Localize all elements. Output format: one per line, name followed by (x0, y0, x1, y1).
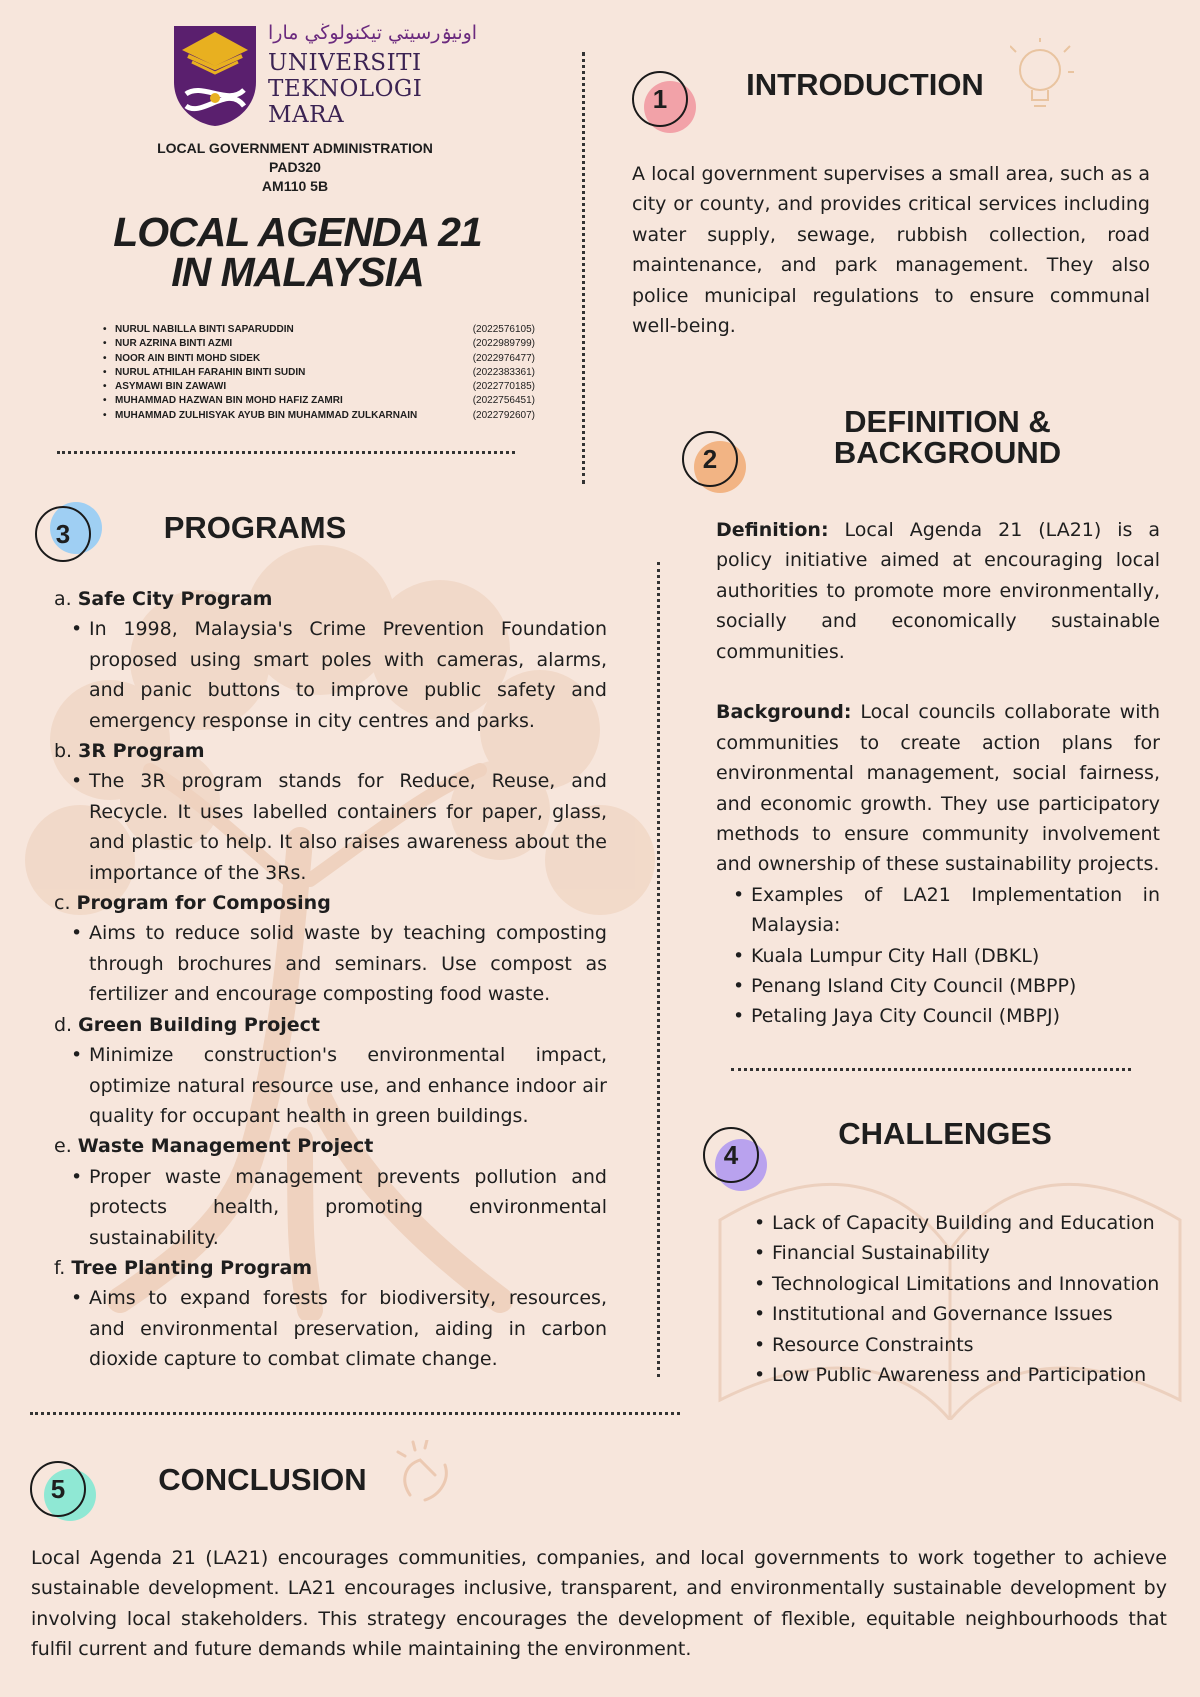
program-name: 3R Program (78, 740, 205, 763)
examples-list (733, 880, 1160, 1032)
section-1-badge: 1 (632, 71, 688, 127)
list-item: • Petaling Jaya City Council (MBPJ) (733, 1001, 1160, 1031)
author-name: • NURUL NABILLA BINTI SAPARUDDIN (115, 324, 294, 335)
author-name: • MUHAMMAD HAZWAN BIN MOHD HAFIZ ZAMRI (115, 395, 343, 407)
author-id: (2022976477) (472, 352, 535, 364)
program-title (54, 1253, 607, 1283)
program-name: Waste Management Project (77, 1135, 374, 1158)
author-row (103, 409, 535, 423)
divider-definition (731, 1068, 1131, 1071)
program-description: • Aims to expand forests for biodiversity, resources, and environmental preservation, aiding in carbon dioxide capture to combat climate change. (71, 1283, 607, 1374)
list-item: • Low Public Awareness and Participation (754, 1360, 1164, 1390)
page-title: LOCAL AGENDA 21 IN MALAYSIA (113, 209, 482, 295)
author-list (103, 323, 535, 423)
lightbulb-icon (1010, 38, 1074, 118)
challenges-heading: CHALLENGES (838, 1116, 1052, 1151)
author-id: (2022576105) (472, 324, 535, 335)
section-5-badge: 5 (30, 1461, 86, 1517)
author-row (103, 337, 535, 351)
conclusion-heading: CONCLUSION (158, 1462, 367, 1497)
list-item: • Technological Limitations and Innovation (754, 1269, 1164, 1299)
program-title (54, 736, 607, 766)
program-name: Program for Composing (76, 892, 331, 915)
program-name: Green Building Project (78, 1013, 321, 1036)
author-name: • NUR AZRINA BINTI AZMI (115, 338, 233, 350)
author-id: (2022756451) (472, 395, 535, 407)
programs-heading: PROGRAMS (163, 510, 347, 545)
list-item: • Penang Island City Council (MBPP) (733, 971, 1160, 1001)
program-prefix: d. (54, 1013, 73, 1036)
section-4-badge: 4 (703, 1127, 759, 1183)
section-3-badge: 3 (35, 506, 91, 562)
course-name: LOCAL GOVERNMENT ADMINISTRATION (157, 140, 433, 156)
author-id: (2022770185) (472, 381, 535, 393)
divider-vertical-bottom (657, 562, 660, 1377)
author-name: • ASYMAWI BIN ZAWAWI (115, 381, 227, 393)
conclusion-text: Local Agenda 21 (LA21) encourages communities, companies, and local governments to work together to achieve sustainable development. LA21 encourages inclusive, transparent, and environmentally sustainable development by involving local stakeholders. This strategy encourages the development of flexible, equitable neighbourhoods that fulfil current and future demands while maintaining the environment. (31, 1547, 1167, 1661)
program-description: • In 1998, Malaysia's Crime Prevention Foundation proposed using smart poles with cameras, alarms, and panic buttons to improve public safety and emergency response in city centres and parks. (71, 614, 607, 736)
author-name: • NOOR AIN BINTI MOHD SIDEK (115, 352, 261, 364)
hands-icon (395, 1440, 465, 1510)
university-logo (172, 22, 478, 130)
program-name: Tree Planting Program (71, 1256, 313, 1279)
definition-heading: DEFINITION & BACKGROUND (833, 404, 1062, 470)
logo-line-2: TEKNOLOGI (268, 76, 423, 102)
list-item: • Resource Constraints (754, 1330, 1164, 1360)
program-description: • The 3R program stands for Reduce, Reuse, and Recycle. It uses labelled containers for paper, glass, and plastic to help. It also raises awareness about the importance of the 3Rs. (71, 766, 607, 888)
course-info (95, 139, 495, 196)
definition-block (716, 515, 1160, 1032)
author-row (103, 394, 535, 408)
program-prefix: b. (54, 740, 73, 763)
intro-heading: INTRODUCTION (746, 67, 984, 102)
author-name: • MUHAMMAD ZULHISYAK AYUB BIN MUHAMMAD ZULKARNAIN (115, 409, 418, 421)
program-prefix: e. (54, 1135, 72, 1158)
author-row (103, 366, 535, 380)
divider-header (57, 451, 515, 454)
logo-line-1: UNIVERSITI (268, 50, 422, 76)
program-description: • Aims to reduce solid waste by teaching composting through brochures and seminars. Use compost as fertilizer and encourage composting food waste. (71, 918, 607, 1009)
program-title (54, 1010, 607, 1040)
intro-text: A local government supervises a small area, such as a city or county, and provides critical services including water supply, sewage, rubbish collection, road maintenance, and park management. They also police municipal regulations to ensure communal well-being. (632, 163, 1150, 338)
program-description: • Minimize construction's environmental impact, optimize natural resource use, and enhance indoor air quality for occupant health in green buildings. (71, 1040, 607, 1131)
program-name: Safe City Program (77, 588, 273, 610)
author-row (103, 352, 535, 366)
list-item: • Institutional and Governance Issues (754, 1299, 1164, 1329)
program-prefix: a. (54, 588, 72, 610)
program-title (54, 584, 607, 614)
course-code: PAD320 (269, 159, 321, 175)
challenges-list (754, 1208, 1164, 1390)
uitm-crest-icon (172, 22, 258, 128)
program-title (54, 1131, 607, 1161)
divider-conclusion (30, 1412, 680, 1415)
author-id: (2022383361) (472, 366, 535, 378)
section-2-badge: 2 (682, 431, 738, 487)
course-group: AM110 5B (261, 178, 329, 194)
list-item: • Examples of LA21 Implementation in Malaysia: (733, 880, 1160, 941)
divider-vertical-top (582, 52, 585, 484)
logo-jawi-text: اونيۏرسيتي تيكنولوڬي مارا (268, 22, 478, 44)
program-prefix: f. (54, 1256, 66, 1279)
list-item: • Financial Sustainability (754, 1238, 1164, 1268)
author-id: (2022989799) (472, 338, 535, 350)
author-id: (2022792607) (472, 409, 535, 421)
list-item: • Lack of Capacity Building and Education (754, 1208, 1164, 1238)
program-prefix: c. (54, 892, 71, 915)
programs-list (54, 584, 607, 1375)
definition-text: Definition: Local Agenda 21 (LA21) is a policy initiative aimed at encouraging local authorities to promote more environmentally, socially and economically sustainable communities. (716, 519, 1160, 663)
author-row (103, 380, 535, 394)
author-name: • NURUL ATHILAH FARAHIN BINTI SUDIN (115, 366, 306, 378)
list-item: • Kuala Lumpur City Hall (DBKL) (733, 941, 1160, 971)
background-text: Background: Local councils collaborate with communities to create action plans for environmental management, social fairness, and economic growth. They use participatory methods to ensure community involvement and ownership of these sustainability projects. (716, 701, 1160, 876)
logo-line-3: MARA (268, 102, 345, 128)
program-description: • Proper waste management prevents pollution and protects health, promoting environmental sustainability. (71, 1162, 607, 1253)
program-title (54, 888, 607, 918)
author-row (103, 323, 535, 337)
